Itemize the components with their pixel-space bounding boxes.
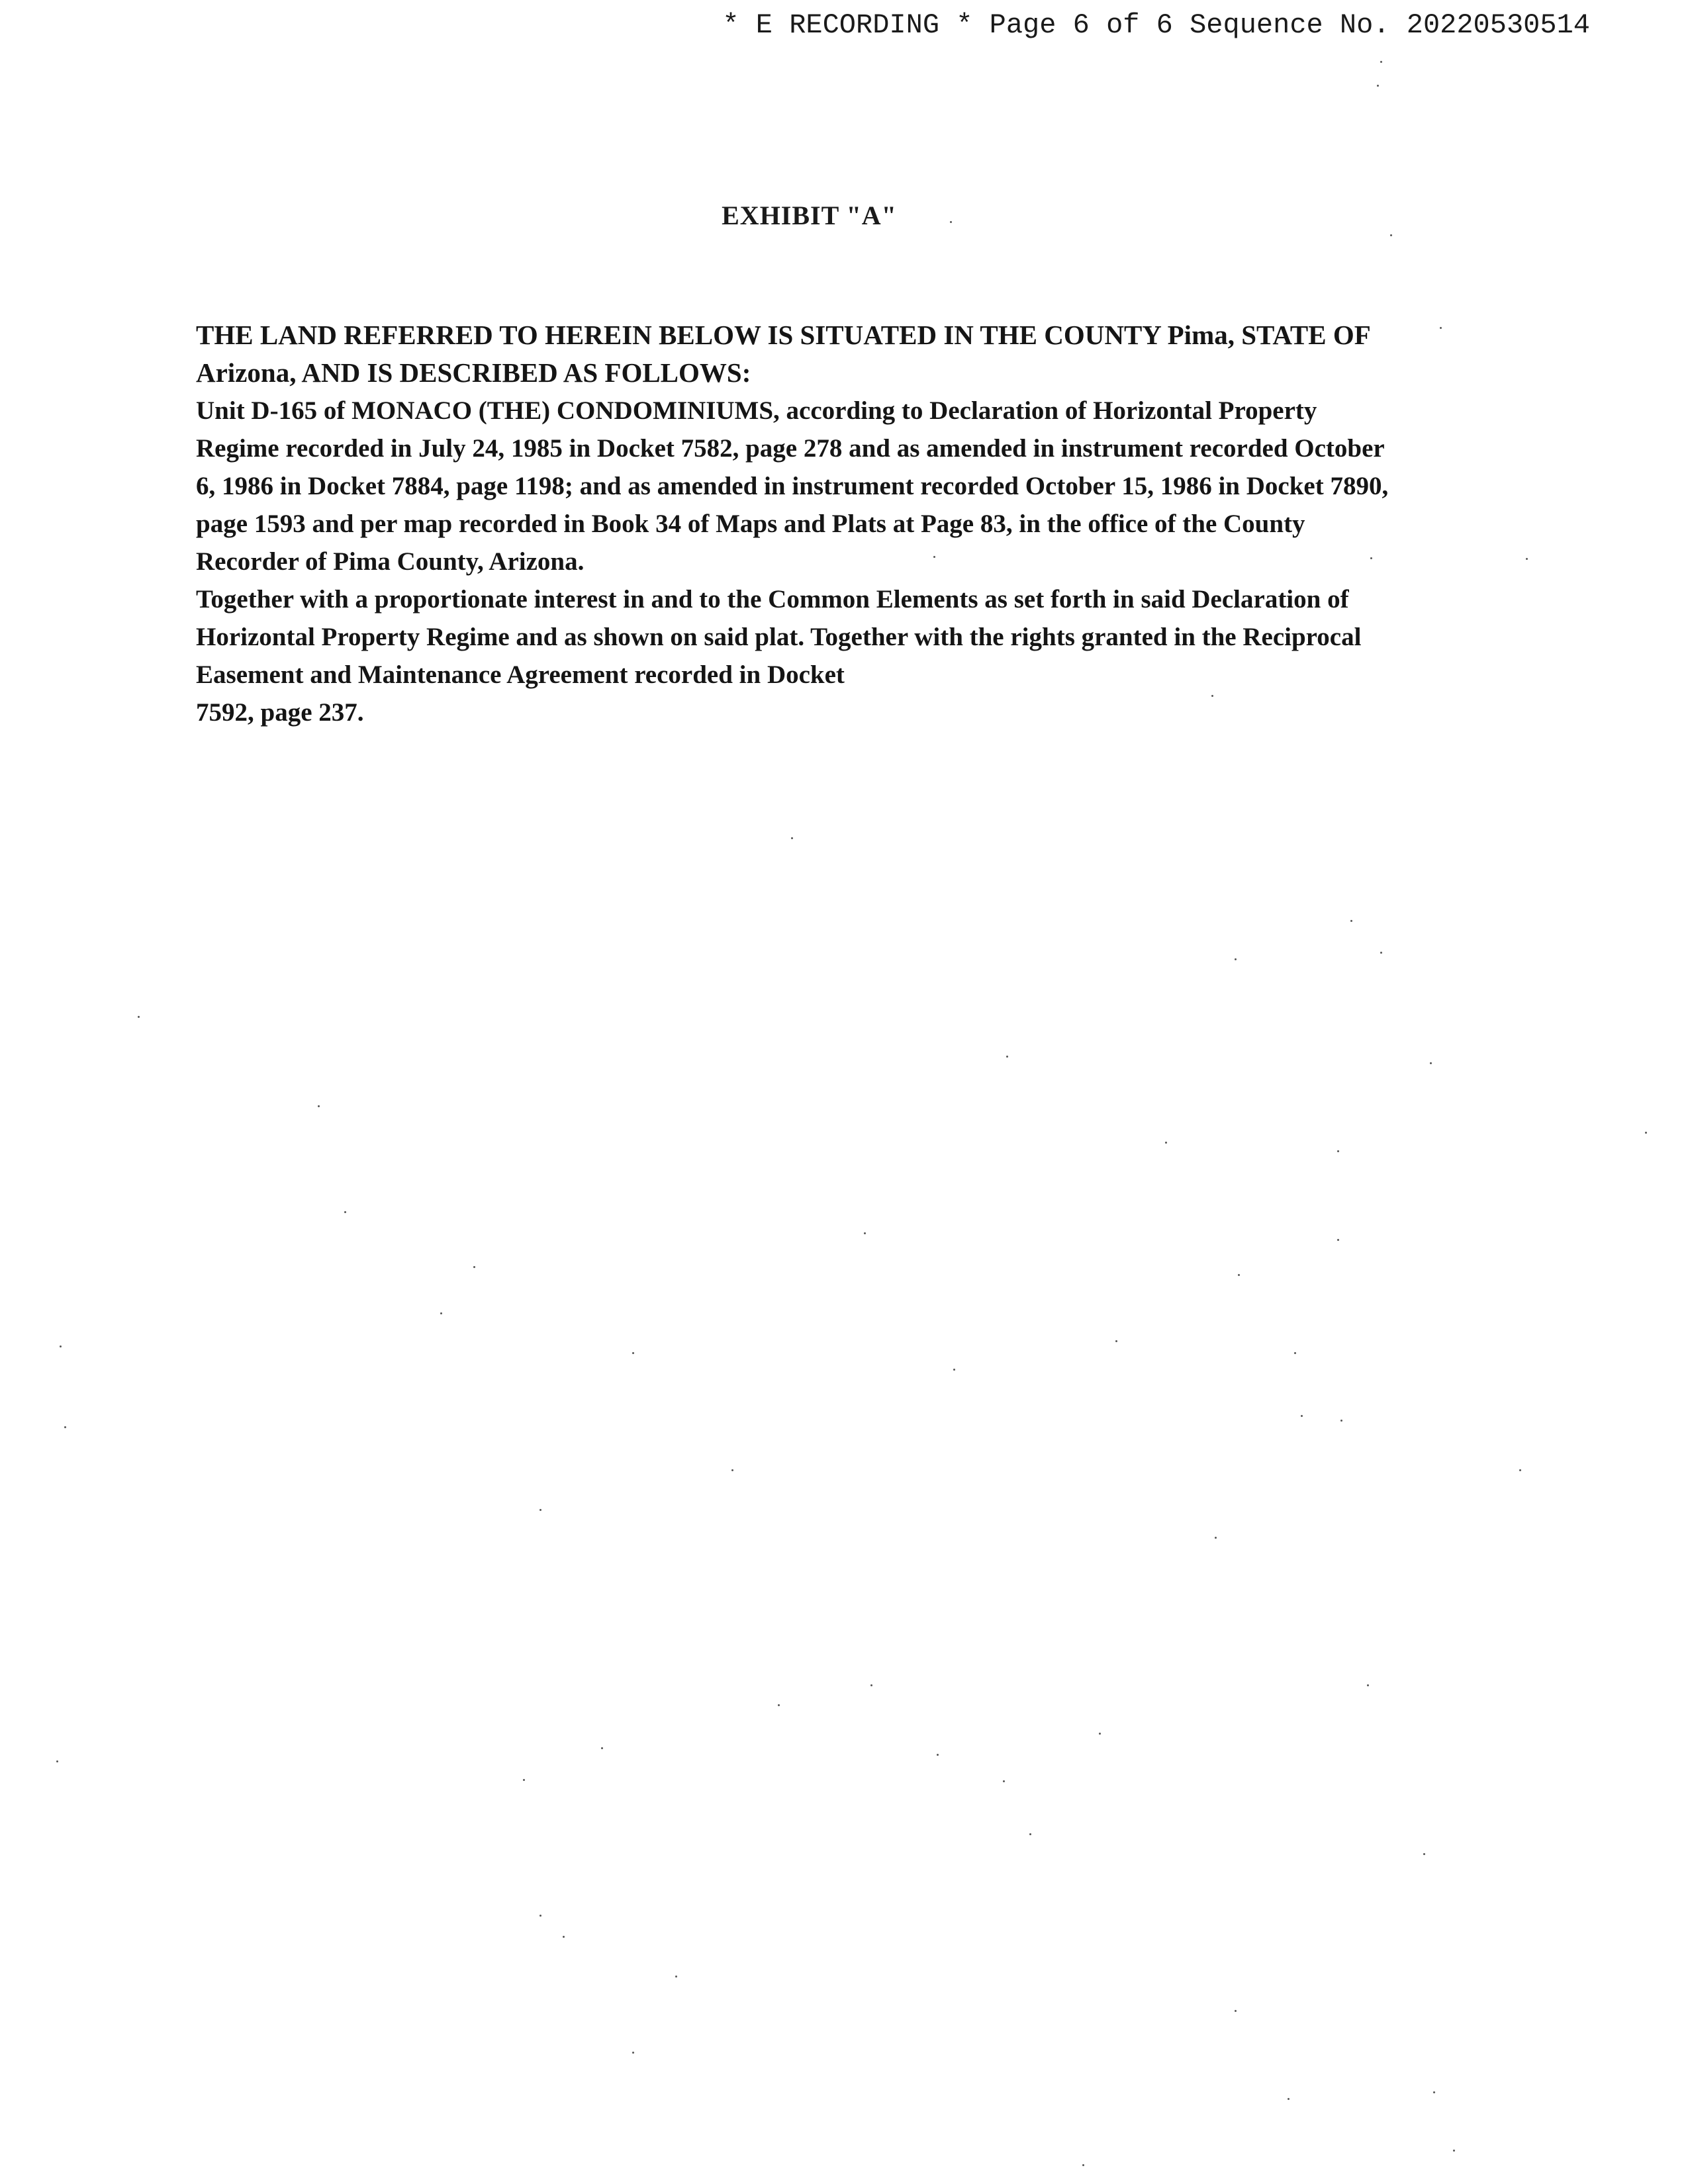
- scan-speck: [937, 1754, 939, 1756]
- scan-speck: [539, 1915, 541, 1917]
- scan-speck: [1433, 2091, 1435, 2093]
- scan-speck: [1006, 1056, 1008, 1058]
- legal-description-line: 6, 1986 in Docket 7884, page 1198; and as amended in instrument recorded October 15, 1986 in Docket 7890,: [196, 472, 1389, 500]
- scan-speck: [1215, 1537, 1217, 1539]
- scan-speck: [778, 1704, 780, 1706]
- scan-speck: [632, 1352, 634, 1354]
- scan-speck: [1003, 1780, 1005, 1782]
- scan-speck: [1430, 1062, 1432, 1064]
- scan-speck: [1519, 1469, 1521, 1471]
- scan-speck: [1165, 1142, 1167, 1144]
- legal-description-line: Horizontal Property Regime and as shown on said plat. Together with the rights granted in the Reciprocal: [196, 623, 1362, 651]
- scan-speck: [1337, 1239, 1339, 1241]
- scan-speck: [950, 221, 952, 223]
- legal-description: [196, 316, 1480, 731]
- scan-speck: [1337, 1150, 1339, 1152]
- scan-speck: [64, 1426, 66, 1428]
- scan-speck: [1340, 1420, 1342, 1422]
- scan-speck: [1235, 958, 1237, 960]
- scan-speck: [953, 1369, 955, 1371]
- scan-speck: [1370, 557, 1372, 559]
- legal-description-line: Arizona, AND IS DESCRIBED AS FOLLOWS:: [196, 357, 751, 388]
- scan-speck: [440, 1312, 442, 1314]
- legal-description-line: Unit D-165 of MONACO (THE) CONDOMINIUMS, according to Declaration of Horizontal Property: [196, 396, 1317, 425]
- scan-speck: [523, 1779, 525, 1781]
- scan-speck: [1645, 1132, 1647, 1134]
- legal-description-line: Together with a proportionate interest in and to the Common Elements as set forth in said Declaration of: [196, 585, 1349, 614]
- legal-description-line: page 1593 and per map recorded in Book 34 of Maps and Plats at Page 83, in the office of the County: [196, 510, 1305, 538]
- scan-speck: [1380, 952, 1382, 954]
- scan-speck: [791, 837, 793, 839]
- recording-header-stamp: * E RECORDING * Page 6 of 6 Sequence No. 20220530514: [722, 9, 1590, 41]
- scan-speck: [1082, 2164, 1084, 2166]
- legal-description-line: Recorder of Pima County, Arizona.: [196, 547, 585, 576]
- scan-speck: [1029, 1833, 1031, 1835]
- scan-speck: [56, 1760, 58, 1762]
- legal-description-line: Easement and Maintenance Agreement recorded in Docket: [196, 660, 845, 689]
- legal-description-line: 7592, page 237.: [196, 698, 364, 727]
- scan-speck: [1288, 2098, 1289, 2100]
- scan-speck: [1390, 234, 1392, 236]
- scan-speck: [1099, 1733, 1101, 1735]
- legal-description-line: Regime recorded in July 24, 1985 in Docket 7582, page 278 and as amended in instrument recorded October: [196, 434, 1385, 463]
- scan-speck: [473, 1266, 475, 1268]
- legal-description-line: THE LAND REFERRED TO HEREIN BELOW IS SITUATED IN THE COUNTY Pima, STATE OF: [196, 320, 1371, 350]
- scan-speck: [870, 1684, 872, 1686]
- scan-speck: [318, 1105, 320, 1107]
- scan-speck: [1350, 920, 1352, 922]
- scan-speck: [138, 1016, 140, 1018]
- scan-speck: [1301, 1415, 1303, 1417]
- scan-speck: [1367, 1684, 1369, 1686]
- scan-speck: [1440, 327, 1442, 329]
- scan-speck: [1115, 1340, 1117, 1342]
- scan-speck: [563, 1936, 565, 1938]
- scan-speck: [1526, 558, 1528, 560]
- scan-speck: [864, 1232, 866, 1234]
- scan-speck: [539, 1509, 541, 1511]
- scan-speck: [731, 1469, 733, 1471]
- scan-speck: [1235, 2010, 1237, 2012]
- scan-speck: [933, 556, 935, 558]
- scan-speck: [601, 1747, 603, 1749]
- scan-speck: [1294, 1352, 1296, 1354]
- scan-speck: [1380, 61, 1382, 63]
- scan-speck: [1453, 2150, 1455, 2152]
- scan-speck: [1423, 1853, 1425, 1855]
- scan-speck: [344, 1211, 346, 1213]
- scan-speck: [632, 2052, 634, 2054]
- scan-speck: [1238, 1274, 1240, 1276]
- scan-speck: [1377, 85, 1379, 87]
- scan-speck: [1211, 695, 1213, 697]
- exhibit-title: EXHIBIT "A": [722, 201, 897, 230]
- scan-speck: [675, 1976, 677, 1978]
- scan-speck: [60, 1345, 62, 1347]
